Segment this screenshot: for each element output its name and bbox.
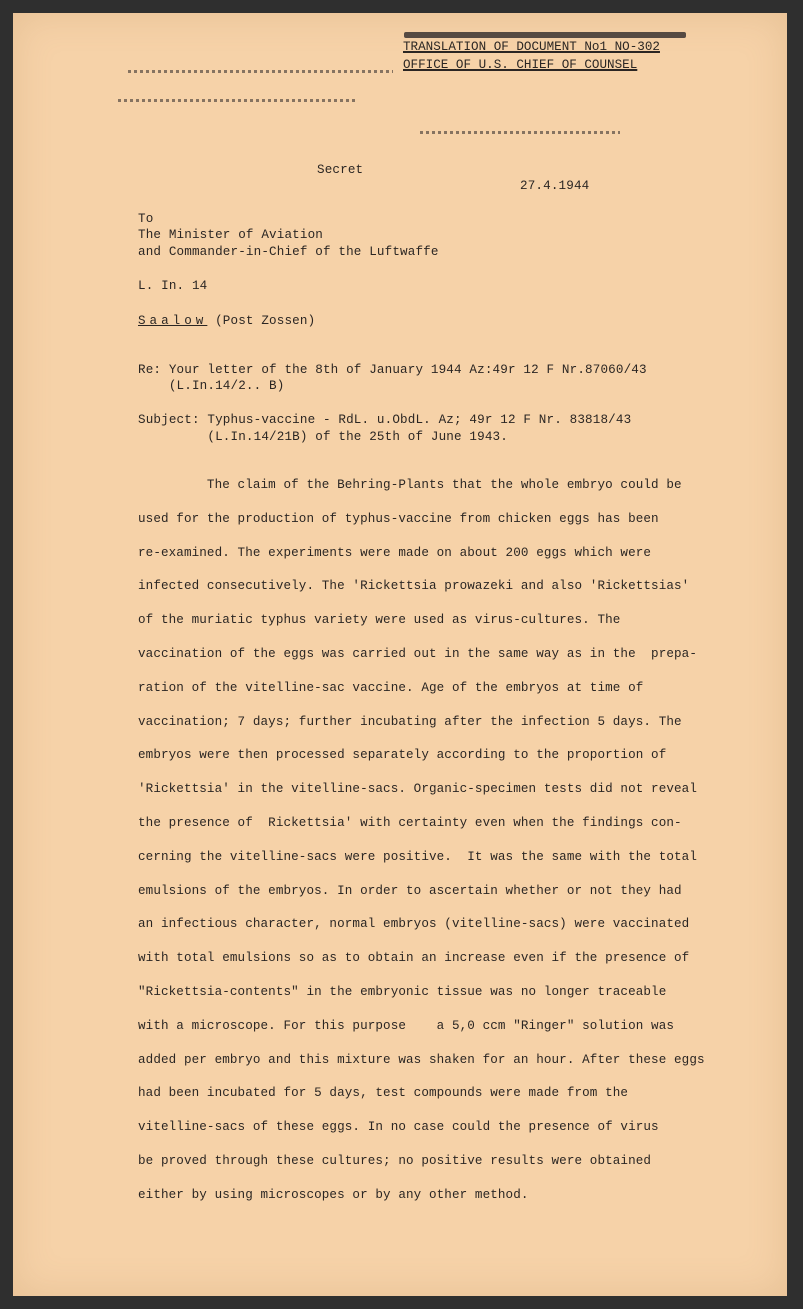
address-office: L. In. 14: [138, 279, 208, 293]
body-line: with total emulsions so as to obtain an increase even if the presence of: [138, 951, 690, 966]
body-line: vaccination of the eggs was carried out in the same way as in the prepa-: [138, 647, 697, 661]
body-line: cerning the vitelline-sacs were positive. It was the same with the total: [138, 849, 697, 864]
reference-re-line-1: Re: Your letter of the 8th of January 1944 Az:49r 12 F Nr.87060/43: [138, 363, 647, 377]
body-line: "Rickettsia-contents" in the embryonic tissue was no longer traceable: [138, 985, 667, 999]
body-line: vitelline-sacs of these eggs. In no case could the presence of virus: [138, 1120, 659, 1135]
redaction-mark-top: [404, 32, 686, 38]
address-line-2: and Commander-in-Chief of the Luftwaffe: [138, 245, 439, 259]
body-line: 'Rickettsia' in the vitelline-sacs. Organic-specimen tests did not reveal: [138, 782, 697, 797]
redaction-mark-left-1: [128, 70, 393, 73]
address-place-suffix: (Post Zossen): [215, 314, 316, 328]
redaction-mark-left-2: [118, 99, 358, 102]
body-line: an infectious character, normal embryos (vitelline-sacs) were vaccinated: [138, 917, 690, 932]
body-line: had been incubated for 5 days, test compounds were made from the: [138, 1086, 629, 1101]
counsel-header: OFFICE OF U.S. CHIEF OF COUNSEL: [403, 58, 638, 72]
faint-stamp-mark: [420, 131, 620, 134]
body-line: with a microscope. For this purpose a 5,0 ccm "Ringer" solution was: [138, 1018, 675, 1033]
body-line: The claim of the Behring-Plants that the whole embryo could be: [138, 478, 682, 492]
address-place: Saalow: [138, 314, 208, 328]
body-line: re-examined. The experiments were made on about 200 eggs which were: [138, 545, 652, 560]
address-to: To: [138, 212, 154, 226]
document-date: 27.4.1944: [520, 179, 590, 193]
reference-re-line-2: (L.In.14/2.. B): [138, 379, 285, 393]
body-line: the presence of Rickettsia' with certainty even when the findings con-: [138, 816, 682, 830]
body-line: embryos were then processed separately according to the proportion of: [138, 748, 667, 763]
address-place-line: [138, 313, 315, 329]
body-line: ration of the vitelline-sac vaccine. Age of the embryos at time of: [138, 680, 644, 695]
address-line-1: The Minister of Aviation: [138, 228, 323, 242]
translation-header: TRANSLATION OF DOCUMENT No1 NO-302: [403, 40, 660, 54]
reference-subject-line-2: (L.In.14/21B) of the 25th of June 1943.: [138, 430, 508, 444]
reference-subject-line-1: Subject: Typhus-vaccine - RdL. u.ObdL. Az; 49r 12 F Nr. 83818/43: [138, 413, 632, 427]
body-line: used for the production of typhus-vaccine from chicken eggs has been: [138, 511, 659, 526]
body-line: vaccination; 7 days; further incubating after the infection 5 days. The: [138, 714, 682, 729]
body-line: infected consecutively. The 'Rickettsia prowazeki and also 'Rickettsias': [138, 579, 690, 594]
body-line: either by using microscopes or by any other method.: [138, 1187, 529, 1202]
body-line: of the muriatic typhus variety were used as virus-cultures. The: [138, 613, 621, 628]
body-line: be proved through these cultures; no positive results were obtained: [138, 1154, 652, 1168]
classification-label: Secret: [317, 163, 364, 177]
body-line: added per embryo and this mixture was shaken for an hour. After these eggs: [138, 1052, 705, 1067]
body-line: emulsions of the embryos. In order to ascertain whether or not they had: [138, 883, 682, 898]
